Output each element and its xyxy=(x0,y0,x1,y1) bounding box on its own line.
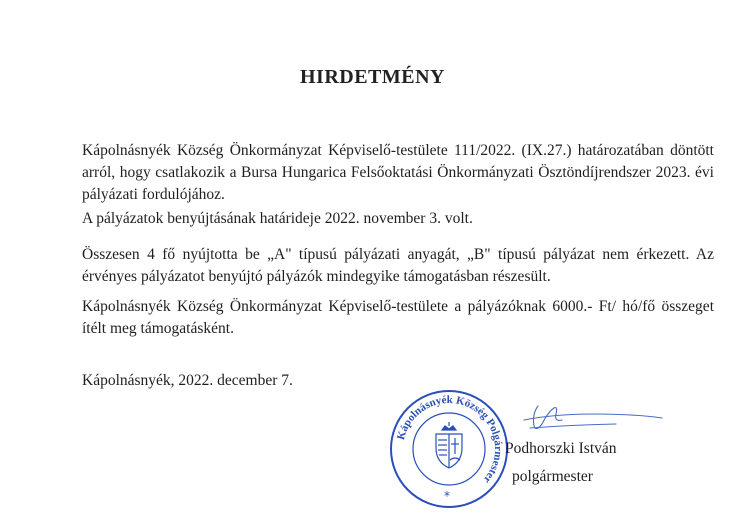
coat-of-arms-icon xyxy=(436,422,462,468)
place-and-date: Kápolnásnyék, 2022. december 7. xyxy=(82,372,293,389)
paragraph-applications: Összesen 4 fő nyújtotta be „A" típusú pályázati anyagát, „B" típusú pályázat nem érkezett. Az érvényes pályázatot benyújtó pályázók mindegyike támogatásban részesült. xyxy=(82,246,714,285)
handwritten-signature xyxy=(500,398,670,438)
stamp-lettering: Kápolnásnyék Község Polgármester xyxy=(394,393,505,486)
signer-name: Podhorszki István xyxy=(505,440,617,457)
document-title: HIRDETMÉNY xyxy=(299,66,445,88)
paragraph-decision: Kápolnásnyék Község Önkormányzat Képviselő-testülete 111/2022. (IX.27.) határozatában döntött arról, hogy csatlakozik a Bursa Hungarica Felsőoktatási Önkormányzati Ösztöndíjrendszer 2023. évi pályázati fordulójához. xyxy=(82,142,714,203)
star-icon: * xyxy=(444,489,450,503)
paragraph-support-amount: Kápolnásnyék Község Önkormányzat Képviselő-testülete a pályázóknak 6000.- Ft/ hó/fő összeget ítélt meg támogatásként. xyxy=(82,298,714,337)
official-stamp xyxy=(386,386,512,512)
signer-title: polgármester xyxy=(512,468,593,485)
paragraph-deadline: A pályázatok benyújtásának határideje 2022. november 3. volt. xyxy=(82,210,473,227)
